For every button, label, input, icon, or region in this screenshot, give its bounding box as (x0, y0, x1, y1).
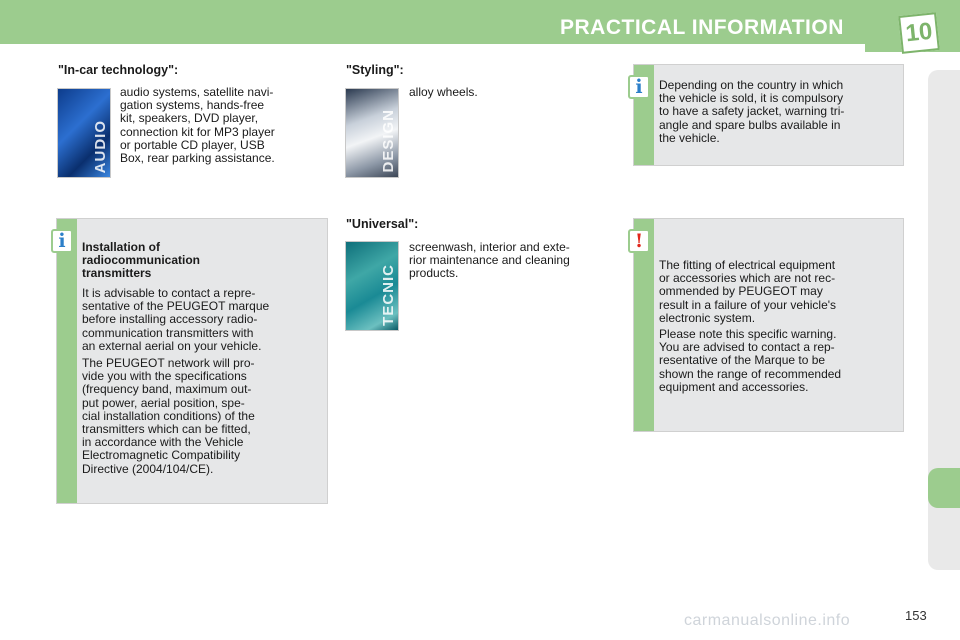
radio-transmitters-note (56, 218, 328, 504)
info-icon: i (628, 75, 650, 99)
electrical-warning-paragraph-1: The fitting of electrical equipment or accessories which are not rec- ommended by PEUGEOT may result in a failure of your vehicle's electronic system. (659, 258, 837, 325)
universal-heading: "Universal": (346, 217, 419, 231)
radio-transmitters-paragraph-1: It is advisable to contact a repre- sentative of the PEUGEOT marque before installing accessory radio- communication transmitters with an external aerial on your vehicle. (82, 286, 270, 353)
tecnic-thumbnail-label: TECNIC (380, 264, 397, 326)
in-car-technology-text: audio systems, satellite navi- gation systems, hands-free kit, speakers, DVD player, connection kit for MP3 player or portable CD player, USB Box, rear parking assistance. (120, 85, 275, 166)
warning-icon: ! (628, 229, 650, 253)
electrical-equipment-warning (633, 218, 904, 432)
country-requirements-text: Depending on the country in which the vehicle is sold, it is compulsory to have a safety jacket, warning tri- angle and spare bulbs available in the vehicle. (659, 78, 845, 145)
tecnic-thumbnail (345, 241, 399, 331)
chapter-number-badge: 10 (898, 12, 940, 54)
info-icon: i (51, 229, 73, 253)
electrical-warning-paragraph-2: Please note this specific warning. You are advised to contact a rep- resentative of the Marque to be shown the range of recommended equipment and accessories. (659, 327, 842, 394)
styling-text: alloy wheels. (409, 85, 478, 99)
country-requirements-note (633, 64, 904, 166)
radio-transmitters-paragraph-2: The PEUGEOT network will pro- vide you with the specifications (frequency band, maximum out- put power, aerial position, spe- cial installation conditions) of the transmitters which can be fitted, in accordance with the Vehicle Electromagnetic Compatibility Directive (2004/104/CE). (82, 356, 255, 476)
design-thumbnail (345, 88, 399, 178)
audio-thumbnail-label: AUDIO (92, 119, 109, 173)
chapter-tab-active[interactable] (928, 468, 960, 508)
audio-thumbnail (57, 88, 111, 178)
page-title: PRACTICAL INFORMATION (560, 16, 844, 39)
radio-transmitters-title: Installation of radiocommunication transmitters (82, 240, 201, 280)
watermark: carmanualsonline.info (684, 612, 851, 629)
in-car-technology-heading: "In-car technology": (58, 63, 179, 77)
page-number: 153 (905, 608, 927, 623)
panel-accent-strip (57, 219, 77, 503)
design-thumbnail-label: DESIGN (380, 109, 397, 173)
styling-heading: "Styling": (346, 63, 404, 77)
universal-text: screenwash, interior and exte- rior maintenance and cleaning products. (409, 240, 570, 281)
